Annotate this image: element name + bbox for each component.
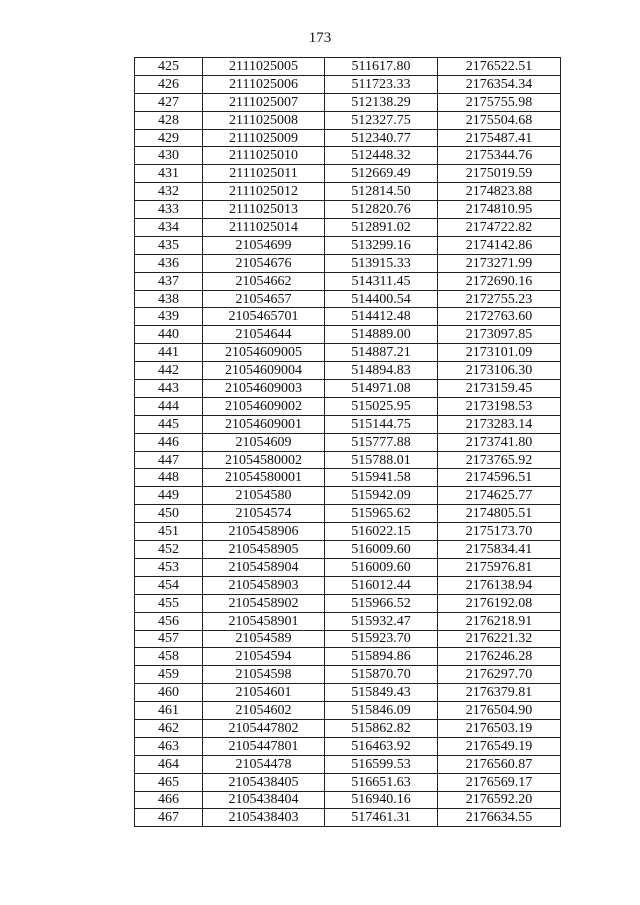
row-number-cell: 434: [135, 219, 203, 237]
point-id-cell: 21054609001: [203, 415, 325, 433]
point-id-cell: 2111025005: [203, 58, 325, 76]
x-coordinate-cell: 514894.83: [325, 362, 438, 380]
y-coordinate-cell: 2173097.85: [438, 326, 561, 344]
row-number-cell: 439: [135, 308, 203, 326]
table-row: [135, 380, 561, 398]
x-coordinate-cell: 516940.16: [325, 791, 438, 809]
row-number-cell: 425: [135, 58, 203, 76]
table-row: [135, 505, 561, 523]
x-coordinate-cell: 515965.62: [325, 505, 438, 523]
y-coordinate-cell: 2176246.28: [438, 648, 561, 666]
table-row: [135, 648, 561, 666]
point-id-cell: 21054609005: [203, 344, 325, 362]
point-id-cell: 2105438405: [203, 773, 325, 791]
point-id-cell: 21054580: [203, 487, 325, 505]
row-number-cell: 432: [135, 183, 203, 201]
table-row: [135, 219, 561, 237]
y-coordinate-cell: 2176192.08: [438, 594, 561, 612]
point-id-cell: 2111025014: [203, 219, 325, 237]
y-coordinate-cell: 2175487.41: [438, 129, 561, 147]
row-number-cell: 443: [135, 380, 203, 398]
table-row: [135, 58, 561, 76]
point-id-cell: 21054574: [203, 505, 325, 523]
table-row: [135, 165, 561, 183]
table-row: [135, 433, 561, 451]
table-row: [135, 630, 561, 648]
row-number-cell: 458: [135, 648, 203, 666]
y-coordinate-cell: 2175019.59: [438, 165, 561, 183]
x-coordinate-cell: 514887.21: [325, 344, 438, 362]
point-id-cell: 2111025006: [203, 75, 325, 93]
point-id-cell: 21054609003: [203, 380, 325, 398]
row-number-cell: 436: [135, 254, 203, 272]
y-coordinate-cell: 2176503.19: [438, 719, 561, 737]
table-row: [135, 737, 561, 755]
y-coordinate-cell: 2174810.95: [438, 201, 561, 219]
y-coordinate-cell: 2176522.51: [438, 58, 561, 76]
point-id-cell: 21054644: [203, 326, 325, 344]
point-id-cell: 2111025012: [203, 183, 325, 201]
table-row: [135, 791, 561, 809]
x-coordinate-cell: 515862.82: [325, 719, 438, 737]
y-coordinate-cell: 2173106.30: [438, 362, 561, 380]
row-number-cell: 438: [135, 290, 203, 308]
x-coordinate-cell: 514412.48: [325, 308, 438, 326]
y-coordinate-cell: 2174625.77: [438, 487, 561, 505]
point-id-cell: 2105458904: [203, 558, 325, 576]
x-coordinate-cell: 516599.53: [325, 755, 438, 773]
y-coordinate-cell: 2174722.82: [438, 219, 561, 237]
y-coordinate-cell: 2176504.90: [438, 702, 561, 720]
table-row: [135, 702, 561, 720]
row-number-cell: 433: [135, 201, 203, 219]
x-coordinate-cell: 515849.43: [325, 684, 438, 702]
row-number-cell: 437: [135, 272, 203, 290]
row-number-cell: 462: [135, 719, 203, 737]
row-number-cell: 452: [135, 541, 203, 559]
row-number-cell: 459: [135, 666, 203, 684]
y-coordinate-cell: 2176634.55: [438, 809, 561, 827]
table-row: [135, 308, 561, 326]
x-coordinate-cell: 512138.29: [325, 93, 438, 111]
row-number-cell: 435: [135, 236, 203, 254]
point-id-cell: 21054609004: [203, 362, 325, 380]
point-id-cell: 2111025009: [203, 129, 325, 147]
point-id-cell: 21054580002: [203, 451, 325, 469]
row-number-cell: 449: [135, 487, 203, 505]
row-number-cell: 431: [135, 165, 203, 183]
point-id-cell: 21054594: [203, 648, 325, 666]
point-id-cell: 21054699: [203, 236, 325, 254]
y-coordinate-cell: 2174823.88: [438, 183, 561, 201]
row-number-cell: 444: [135, 397, 203, 415]
x-coordinate-cell: 511617.80: [325, 58, 438, 76]
row-number-cell: 451: [135, 523, 203, 541]
y-coordinate-cell: 2173101.09: [438, 344, 561, 362]
table-row: [135, 236, 561, 254]
point-id-cell: 21054657: [203, 290, 325, 308]
row-number-cell: 430: [135, 147, 203, 165]
y-coordinate-cell: 2173271.99: [438, 254, 561, 272]
x-coordinate-cell: 515941.58: [325, 469, 438, 487]
table-row: [135, 612, 561, 630]
row-number-cell: 426: [135, 75, 203, 93]
x-coordinate-cell: 514311.45: [325, 272, 438, 290]
y-coordinate-cell: 2175976.81: [438, 558, 561, 576]
x-coordinate-cell: 515025.95: [325, 397, 438, 415]
y-coordinate-cell: 2176560.87: [438, 755, 561, 773]
x-coordinate-cell: 515923.70: [325, 630, 438, 648]
table-row: [135, 755, 561, 773]
table-row: [135, 576, 561, 594]
y-coordinate-cell: 2176138.94: [438, 576, 561, 594]
point-id-cell: 21054601: [203, 684, 325, 702]
table-row: [135, 523, 561, 541]
table-row: [135, 75, 561, 93]
point-id-cell: 2105438403: [203, 809, 325, 827]
y-coordinate-cell: 2175173.70: [438, 523, 561, 541]
y-coordinate-cell: 2176592.20: [438, 791, 561, 809]
x-coordinate-cell: 514889.00: [325, 326, 438, 344]
row-number-cell: 427: [135, 93, 203, 111]
x-coordinate-cell: 515966.52: [325, 594, 438, 612]
point-id-cell: 2105447802: [203, 719, 325, 737]
table-row: [135, 809, 561, 827]
table-row: [135, 201, 561, 219]
point-id-cell: 2105458901: [203, 612, 325, 630]
x-coordinate-cell: 516022.15: [325, 523, 438, 541]
row-number-cell: 457: [135, 630, 203, 648]
x-coordinate-cell: 516651.63: [325, 773, 438, 791]
y-coordinate-cell: 2175755.98: [438, 93, 561, 111]
point-id-cell: 21054602: [203, 702, 325, 720]
x-coordinate-cell: 515942.09: [325, 487, 438, 505]
table-row: [135, 487, 561, 505]
row-number-cell: 466: [135, 791, 203, 809]
point-id-cell: 2105465701: [203, 308, 325, 326]
table-row: [135, 93, 561, 111]
y-coordinate-cell: 2176297.70: [438, 666, 561, 684]
y-coordinate-cell: 2174805.51: [438, 505, 561, 523]
row-number-cell: 441: [135, 344, 203, 362]
point-id-cell: 2105458902: [203, 594, 325, 612]
x-coordinate-cell: 512891.02: [325, 219, 438, 237]
x-coordinate-cell: 512327.75: [325, 111, 438, 129]
row-number-cell: 446: [135, 433, 203, 451]
x-coordinate-cell: 512669.49: [325, 165, 438, 183]
row-number-cell: 453: [135, 558, 203, 576]
table-row: [135, 326, 561, 344]
y-coordinate-cell: 2176218.91: [438, 612, 561, 630]
row-number-cell: 456: [135, 612, 203, 630]
table-row: [135, 344, 561, 362]
x-coordinate-cell: 514971.08: [325, 380, 438, 398]
y-coordinate-cell: 2176569.17: [438, 773, 561, 791]
x-coordinate-cell: 515894.86: [325, 648, 438, 666]
row-number-cell: 428: [135, 111, 203, 129]
row-number-cell: 464: [135, 755, 203, 773]
y-coordinate-cell: 2172755.23: [438, 290, 561, 308]
y-coordinate-cell: 2173741.80: [438, 433, 561, 451]
point-id-cell: 2111025011: [203, 165, 325, 183]
y-coordinate-cell: 2174596.51: [438, 469, 561, 487]
y-coordinate-cell: 2176549.19: [438, 737, 561, 755]
row-number-cell: 463: [135, 737, 203, 755]
table-row: [135, 111, 561, 129]
row-number-cell: 442: [135, 362, 203, 380]
x-coordinate-cell: 516463.92: [325, 737, 438, 755]
y-coordinate-cell: 2172763.60: [438, 308, 561, 326]
table-row: [135, 272, 561, 290]
y-coordinate-cell: 2173765.92: [438, 451, 561, 469]
table-row: [135, 290, 561, 308]
table-row: [135, 129, 561, 147]
y-coordinate-cell: 2175504.68: [438, 111, 561, 129]
point-id-cell: 21054662: [203, 272, 325, 290]
y-coordinate-cell: 2173283.14: [438, 415, 561, 433]
row-number-cell: 465: [135, 773, 203, 791]
table-row: [135, 362, 561, 380]
table-row: [135, 541, 561, 559]
page-number: 173: [308, 30, 332, 46]
y-coordinate-cell: 2175834.41: [438, 541, 561, 559]
y-coordinate-cell: 2174142.86: [438, 236, 561, 254]
point-id-cell: 2105458903: [203, 576, 325, 594]
table-row: [135, 451, 561, 469]
x-coordinate-cell: 515144.75: [325, 415, 438, 433]
table-row: [135, 773, 561, 791]
table-row: [135, 684, 561, 702]
y-coordinate-cell: 2173159.45: [438, 380, 561, 398]
table-row: [135, 666, 561, 684]
point-id-cell: 21054478: [203, 755, 325, 773]
row-number-cell: 448: [135, 469, 203, 487]
row-number-cell: 467: [135, 809, 203, 827]
row-number-cell: 455: [135, 594, 203, 612]
x-coordinate-cell: 512814.50: [325, 183, 438, 201]
x-coordinate-cell: 515777.88: [325, 433, 438, 451]
row-number-cell: 440: [135, 326, 203, 344]
row-number-cell: 447: [135, 451, 203, 469]
point-id-cell: 2105447801: [203, 737, 325, 755]
x-coordinate-cell: 512820.76: [325, 201, 438, 219]
point-id-cell: 21054609: [203, 433, 325, 451]
table-row: [135, 254, 561, 272]
y-coordinate-cell: 2176221.32: [438, 630, 561, 648]
y-coordinate-cell: 2173198.53: [438, 397, 561, 415]
table-row: [135, 183, 561, 201]
x-coordinate-cell: 515870.70: [325, 666, 438, 684]
x-coordinate-cell: 512448.32: [325, 147, 438, 165]
row-number-cell: 429: [135, 129, 203, 147]
row-number-cell: 454: [135, 576, 203, 594]
point-id-cell: 2105458905: [203, 541, 325, 559]
point-id-cell: 21054589: [203, 630, 325, 648]
point-id-cell: 21054580001: [203, 469, 325, 487]
point-id-cell: 2111025008: [203, 111, 325, 129]
point-id-cell: 2105458906: [203, 523, 325, 541]
x-coordinate-cell: 513915.33: [325, 254, 438, 272]
x-coordinate-cell: 515846.09: [325, 702, 438, 720]
table-row: [135, 594, 561, 612]
x-coordinate-cell: 517461.31: [325, 809, 438, 827]
row-number-cell: 460: [135, 684, 203, 702]
table-row: [135, 558, 561, 576]
x-coordinate-cell: 514400.54: [325, 290, 438, 308]
row-number-cell: 450: [135, 505, 203, 523]
table-row: [135, 415, 561, 433]
x-coordinate-cell: 511723.33: [325, 75, 438, 93]
x-coordinate-cell: 515788.01: [325, 451, 438, 469]
coordinates-table-body: [135, 58, 561, 827]
x-coordinate-cell: 512340.77: [325, 129, 438, 147]
point-id-cell: 2111025013: [203, 201, 325, 219]
table-row: [135, 147, 561, 165]
x-coordinate-cell: 513299.16: [325, 236, 438, 254]
y-coordinate-cell: 2176354.34: [438, 75, 561, 93]
row-number-cell: 445: [135, 415, 203, 433]
point-id-cell: 21054676: [203, 254, 325, 272]
table-row: [135, 469, 561, 487]
x-coordinate-cell: 516009.60: [325, 541, 438, 559]
point-id-cell: 2105438404: [203, 791, 325, 809]
x-coordinate-cell: 516012.44: [325, 576, 438, 594]
y-coordinate-cell: 2176379.81: [438, 684, 561, 702]
y-coordinate-cell: 2175344.76: [438, 147, 561, 165]
x-coordinate-cell: 515932.47: [325, 612, 438, 630]
row-number-cell: 461: [135, 702, 203, 720]
point-id-cell: 21054609002: [203, 397, 325, 415]
coordinates-table: [134, 57, 561, 827]
table-row: [135, 719, 561, 737]
y-coordinate-cell: 2172690.16: [438, 272, 561, 290]
point-id-cell: 21054598: [203, 666, 325, 684]
table-row: [135, 397, 561, 415]
x-coordinate-cell: 516009.60: [325, 558, 438, 576]
point-id-cell: 2111025010: [203, 147, 325, 165]
point-id-cell: 2111025007: [203, 93, 325, 111]
